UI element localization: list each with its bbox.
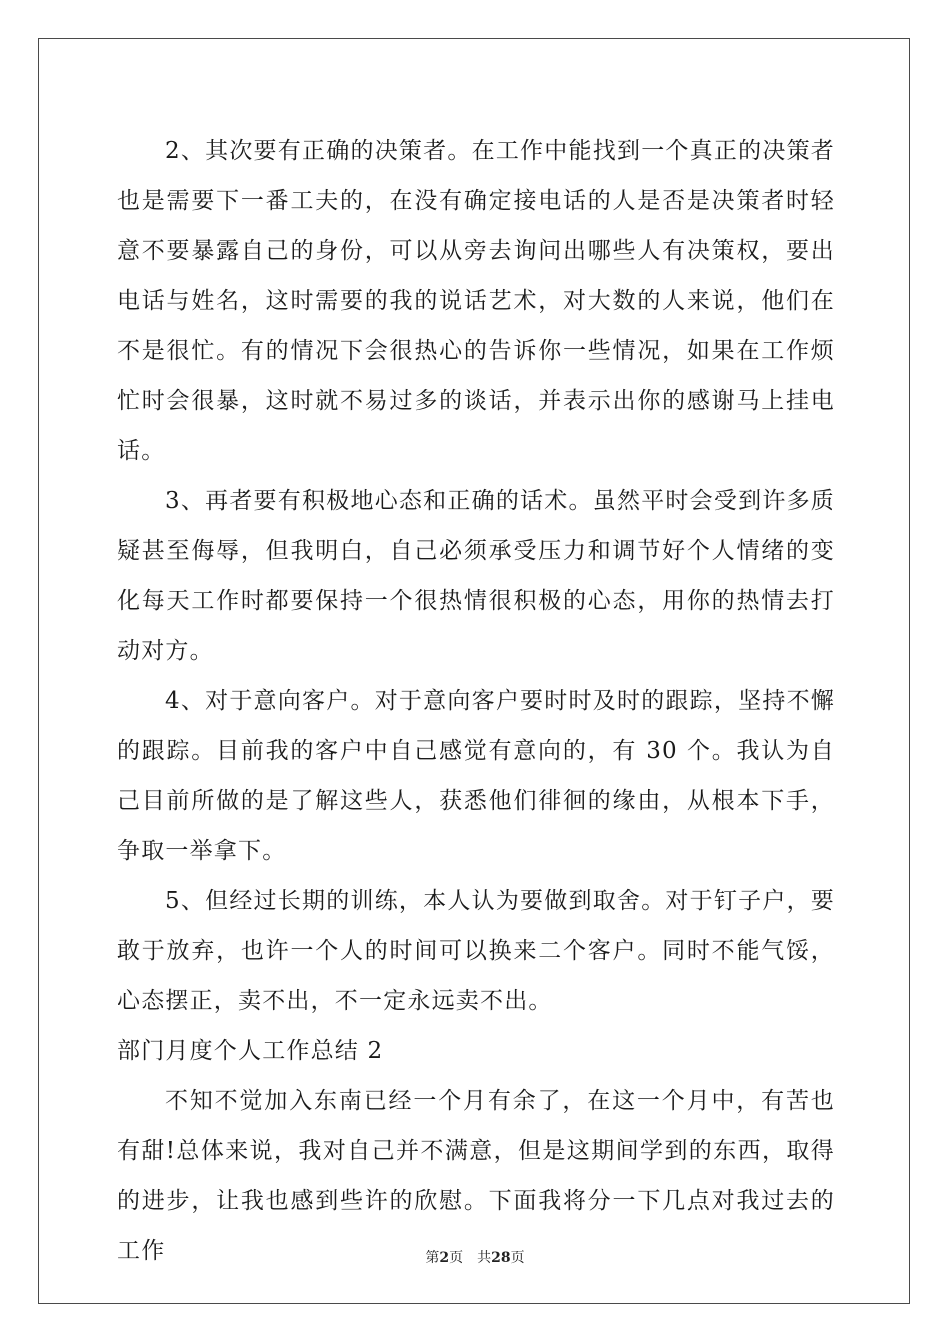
total-pages: 28	[491, 1250, 511, 1266]
page-number: 2	[439, 1250, 450, 1266]
paragraph-4: 4、对于意向客户。对于意向客户要时时及时的跟踪，坚持不懈的跟踪。目前我的客户中自己感觉有意向的，有 30 个。我认为自己目前所做的是了解这些人，获悉他们徘徊的缘由，从根本下手，争取一举拿下。	[117, 688, 835, 864]
page-prefix: 第	[425, 1250, 440, 1266]
page-suffix: 页	[449, 1250, 464, 1266]
paragraph-intro: 不知不觉加入东南已经一个月有余了，在这一个月中，有苦也有甜!总体来说，我对自己并不满意，但是这期间学到的东西，取得的进步，让我也感到些许的欣慰。下面我将分一下几点对我过去的工作	[117, 1088, 835, 1264]
paragraph-3: 3、再者要有积极地心态和正确的话术。虽然平时会受到许多质疑甚至侮辱，但我明白，自己必须承受压力和调节好个人情绪的变化每天工作时都要保持一个很热情很积极的心态，用你的热情去打动对方。	[117, 488, 835, 664]
paragraph-2: 2、其次要有正确的决策者。在工作中能找到一个真正的决策者也是需要下一番工夫的，在没有确定接电话的人是否是决策者时轻意不要暴露自己的身份，可以从旁去询问出哪些人有决策权，要出电话与姓名，这时需要的我的说话艺术，对大数的人来说，他们在不是很忙。有的情况下会很热心的告诉你一些情况，如果在工作烦忙时会很暴，这时就不易过多的谈话，并表示出你的感谢马上挂电话。	[117, 138, 835, 464]
section-heading: 部门月度个人工作总结 2	[117, 1038, 384, 1064]
page-footer	[0, 1247, 950, 1267]
paragraph-5: 5、但经过长期的训练，本人认为要做到取舍。对于钉子户，要敢于放弃，也许一个人的时间可以换来二个客户。同时不能气馁，心态摆正，卖不出，不一定永远卖不出。	[117, 888, 835, 1014]
total-suffix: 页	[510, 1250, 525, 1266]
total-prefix: 共	[477, 1250, 492, 1266]
document-body	[117, 126, 835, 1276]
